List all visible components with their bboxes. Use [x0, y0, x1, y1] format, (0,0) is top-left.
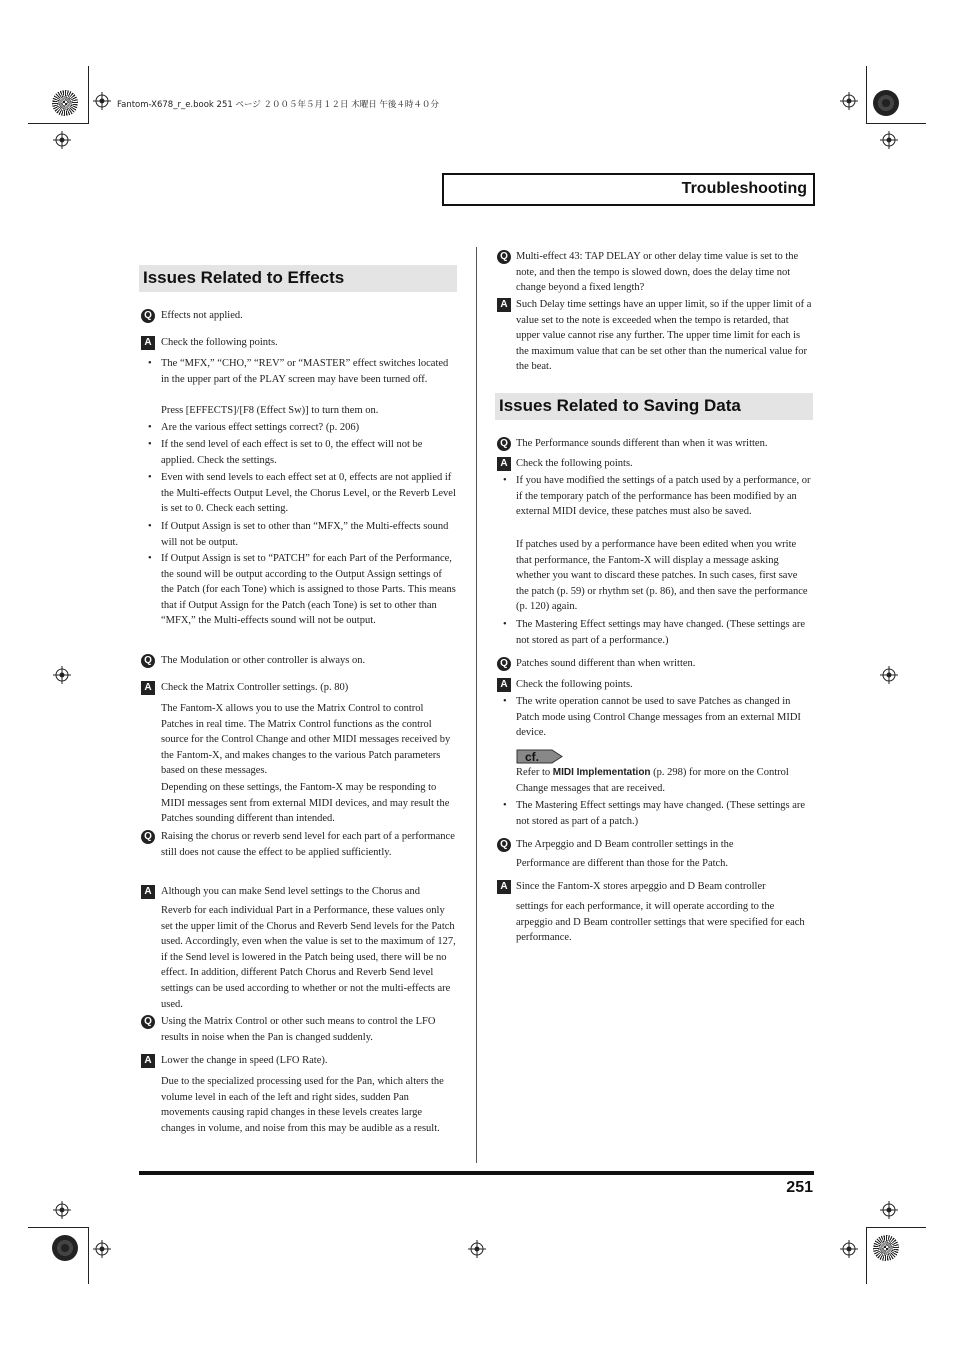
answer-badge: A: [141, 336, 155, 350]
registration-crosshair-icon: [53, 131, 71, 149]
question-text: Raising the chorus or reverb send level for each part of a performance still does not cause the effect to be applied sufficiently.: [161, 831, 455, 858]
registration-crosshair-icon: [840, 1240, 858, 1258]
registration-crosshair-icon: [53, 1201, 71, 1219]
section-header-effects: [139, 265, 457, 292]
question-text: The Modulation or other controller is always on.: [161, 655, 366, 666]
question-badge: Q: [497, 657, 511, 671]
registration-crosshair-icon: [53, 666, 71, 684]
crop-mark: [866, 1227, 867, 1284]
answer-text: Check the Matrix Controller settings. (p. 80): [161, 682, 349, 693]
answer-text: Check the following points.: [161, 337, 278, 348]
bullet-icon: •: [503, 619, 507, 630]
answer-text: Lower the change in speed (LFO Rate).: [161, 1055, 328, 1066]
answer-paragraph: Due to the specialized processing used for the Pan, which alters the volume level in each of the left and right sides, sudden Pan movements causing rapid changes in these levels creates large changes in volume, and noise from this may be audible as a result.: [161, 1076, 444, 1134]
question-badge: Q: [141, 309, 155, 323]
list-item: The write operation cannot be used to save Patches as changed in Patch mode using Control Change messages from an external MIDI device.: [516, 696, 801, 739]
registration-crosshair-icon: [840, 92, 858, 110]
answer-badge: A: [497, 298, 511, 312]
answer-paragraph: settings for each performance, it will operate according to the arpeggio and D Beam controller settings that were specified for each performance.: [516, 901, 805, 944]
answer-text: Check the following points.: [516, 458, 633, 469]
registration-crosshair-icon: [880, 1201, 898, 1219]
list-item: If Output Assign is set to “PATCH” for each Part of the Performance, the sound will be output according to the Output Assign settings of the Patch (for each Tone) which is assigned to those Parts. This means that if Output Assign for the Patch (each Tone) is set to other than “MFX,” the Multi-effects sound will not be output.: [161, 553, 456, 627]
registration-sunburst-icon: [873, 1235, 899, 1261]
reference-text: [516, 765, 812, 796]
answer-paragraph: The Fantom-X allows you to use the Matrix Control to control Patches in real time. The Matrix Control functions as the control source for the Control Change and other MIDI messages received by the Fantom-X, and makes changes to the various Patch parameters based on these messages.: [161, 703, 451, 777]
answer-paragraph: Depending on these settings, the Fantom-X may be responding to MIDI messages sent from external MIDI devices, and may result the Patches sounding different than intended.: [161, 782, 450, 825]
bullet-icon: •: [148, 439, 152, 450]
registration-sunburst-icon: [873, 90, 899, 116]
question-badge: Q: [141, 830, 155, 844]
answer-text: Check the following points.: [516, 679, 633, 690]
section-title: Issues Related to Saving Data: [499, 396, 741, 415]
reference-suffix: (p. 298) for more on the Control Change messages that are received.: [516, 767, 789, 794]
list-item: The “MFX,” “CHO,” “REV” or “MASTER” effect switches located in the upper part of the PLAY screen may have been turned off.: [161, 358, 449, 385]
answer-paragraph: Reverb for each individual Part in a Performance, these values only set the upper limit of the Chorus and Reverb Send levels for the Patch used. Accordingly, even when the value is set to the maximum of 127, if the Send level is lowered in the Patch being used, there will be no effect. In addition, different Patch Chorus and Reverb Send level settings can be used according to whether or not the multi-effects are used.: [161, 905, 456, 1010]
cf-label: cf.: [525, 750, 540, 764]
registration-sunburst-icon: [52, 1235, 78, 1261]
crop-mark: [866, 1227, 926, 1228]
answer-badge: A: [141, 681, 155, 695]
bullet-icon: •: [503, 800, 507, 811]
question-badge: Q: [497, 838, 511, 852]
cf-reference-icon: [516, 749, 564, 764]
list-item: If Output Assign is set to other than “MFX,” the Multi-effects sound will not be output.: [161, 521, 449, 548]
list-item: If you have modified the settings of a patch used by a performance, or if the temporary patch of the performance has been modified by an external MIDI device, these patches must also be saved.: [516, 475, 811, 518]
question-badge: Q: [497, 437, 511, 451]
bullet-icon: •: [148, 521, 152, 532]
question-text: The Arpeggio and D Beam controller settings in the: [516, 839, 734, 850]
registration-crosshair-icon: [93, 92, 111, 110]
crop-mark: [88, 1227, 89, 1284]
list-item: If the send level of each effect is set to 0, the effect will not be applied. Check the settings.: [161, 439, 423, 466]
registration-crosshair-icon: [93, 1240, 111, 1258]
reference-link: MIDI Implementation: [552, 767, 651, 778]
registration-sunburst-icon: [52, 90, 78, 116]
bullet-icon: •: [148, 553, 152, 564]
section-header-saving-data: [495, 393, 813, 420]
list-item-continuation: Press [EFFECTS]/[F8 (Effect Sw)] to turn them on.: [161, 405, 379, 416]
page-number: 251: [786, 1179, 813, 1196]
footer-rule: [139, 1171, 814, 1175]
question-text: Effects not applied.: [161, 310, 243, 321]
crop-mark: [88, 66, 89, 123]
list-item: The Mastering Effect settings may have changed. (These settings are not stored as part of a performance.): [516, 619, 806, 646]
bullet-icon: •: [503, 475, 507, 486]
chapter-header: [442, 173, 815, 206]
bullet-icon: •: [503, 696, 507, 707]
list-item: Are the various effect settings correct? (p. 206): [161, 422, 360, 433]
crop-mark: [28, 1227, 89, 1228]
answer-text: Since the Fantom-X stores arpeggio and D Beam controller: [516, 881, 766, 892]
bullet-icon: •: [148, 358, 152, 369]
question-text: Using the Matrix Control or other such means to control the LFO results in noise when the Pan is changed suddenly.: [161, 1016, 436, 1043]
print-header: Fantom-X678_r_e.book 251 ページ ２００５年５月１２日 木曜日 午後４時４０分: [117, 100, 439, 110]
list-item: Even with send levels to each effect set at 0, effects are not applied if the Multi-effects Output Level, the Chorus Level, or the Reverb Level is set to 0. Check each setting.: [161, 472, 456, 515]
registration-crosshair-icon: [468, 1240, 486, 1258]
question-text: Patches sound different than when written.: [516, 658, 696, 669]
bullet-icon: •: [148, 422, 152, 433]
section-title: Issues Related to Effects: [143, 268, 345, 287]
crop-mark: [866, 66, 867, 123]
column-divider: [476, 247, 477, 1163]
list-item-continuation: If patches used by a performance have been edited when you write that performance, the Fantom-X will display a message asking whether you want to discard these patches. In such cases, first save the patch (p. 59) or rhythm set (p. 86), and then save the performance (p. 120) again.: [516, 539, 808, 613]
question-badge: Q: [141, 654, 155, 668]
question-text: The Performance sounds different than when it was written.: [516, 438, 768, 449]
answer-badge: A: [141, 1054, 155, 1068]
question-text: Multi-effect 43: TAP DELAY or other delay time value is set to the note, and then the tempo is slowed down, does the delay time not change beyond a fixed length?: [516, 251, 799, 294]
registration-crosshair-icon: [880, 131, 898, 149]
question-badge: Q: [141, 1015, 155, 1029]
answer-text: Such Delay time settings have an upper limit, so if the upper limit of a value set to the note is exceeded when the tempo is retarded, that upper value cannot rise any further. The upper time limit for each is the maximum value that can be set other than the numerical value for the beat.: [516, 299, 812, 373]
crop-mark: [28, 123, 89, 124]
registration-crosshair-icon: [880, 666, 898, 684]
bullet-icon: •: [148, 472, 152, 483]
crop-mark: [866, 123, 926, 124]
chapter-title: Troubleshooting: [681, 180, 807, 197]
answer-text: Although you can make Send level settings to the Chorus and: [161, 886, 420, 897]
question-text-line2: Performance are different than those for the Patch.: [516, 858, 729, 869]
answer-badge: A: [497, 457, 511, 471]
list-item: The Mastering Effect settings may have changed. (These settings are not stored as part of a patch.): [516, 800, 806, 827]
answer-badge: A: [497, 678, 511, 692]
question-badge: Q: [497, 250, 511, 264]
answer-badge: A: [141, 885, 155, 899]
reference-prefix: Refer to: [516, 767, 553, 778]
answer-badge: A: [497, 880, 511, 894]
